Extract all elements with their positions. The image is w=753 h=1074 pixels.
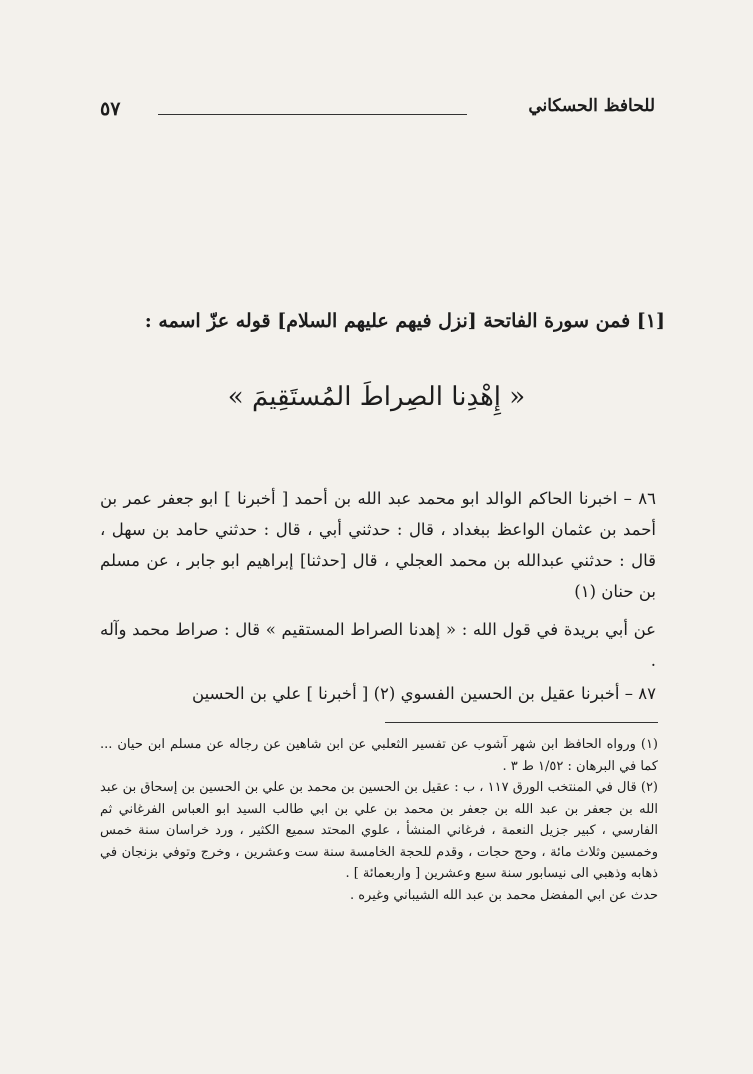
narration-86-continuation: عن أبي بريدة في قول الله : « إهدنا الصراط المستقيم » قال : صراط محمد وآله . [100, 620, 656, 670]
footnote-rule [385, 722, 658, 723]
footnotes [100, 734, 658, 906]
header-rule [158, 114, 467, 115]
show-through-artifact [95, 140, 653, 300]
narration-86: ٨٦ – اخبرنا الحاكم الوالد ابو محمد عبد الله بن أحمد [ أخبرنا ] ابو جعفر عمر بن أحمد بن عثمان الواعظ ببغداد ، قال : حدثني أبي ، قال : حدثني حامد بن سهل ، قال : حدثني عبدالله بن محمد العجلي ، قال [حدثنا] إبراهيم ابو جابر ، عن مسلم بن حنان (١) [100, 489, 656, 601]
footnote-1: (١) ورواه الحافظ ابن شهر آشوب عن تفسير الثعلبي عن ابن شاهين عن رجاله عن مسلم ابن حيان ... كما في البرهان : ١/٥٢ ط ٣ . [100, 737, 658, 774]
running-title: للحافظ الحسكاني [528, 96, 655, 116]
footnote-2-continuation: حدث عن ابي المفضل محمد بن عبد الله الشيباني وغيره . [349, 887, 658, 903]
running-header [100, 94, 655, 126]
narration-87: ٨٧ – أخبرنا عقيل بن الحسين الفسوي (٢) [ أخبرنا ] علي بن الحسين [192, 684, 656, 703]
quran-verse: « إِهْدِنا الصِراطَ المُستَقِيمَ » [227, 382, 526, 412]
footnote-2: (٢) قال في المنتخب الورق ١١٧ ، ب : عقيل بن الحسين بن محمد بن علي بن الحسين بن إسحاق بن عبد الله بن جعفر بن عبد الله بن جعفر بن محمد بن علي بن ابي طالب السيد ابو العباس الفرغاني ثم الفارسي ، كبير جزيل النعمة ، فرغاني المنشأ ، علوي المحتد سميع الكثير ، ورد خراسان سنة خمس وخمسين وثلاث مائة ، وحج حجات ، وقدم للحجة الخامسة سنة ست وعشرين ، وخرج وتوفي بزنجان في ذهابه وذهبي الى نيسابور سنة سبع وعشرين [ واربعمائة ] . [100, 780, 658, 881]
page-number: ٥٧ [100, 98, 121, 120]
section-heading: [١] فمن سورة الفاتحة [نزل فيهم عليهم السلام] قوله عزّ اسمه : [144, 310, 665, 332]
